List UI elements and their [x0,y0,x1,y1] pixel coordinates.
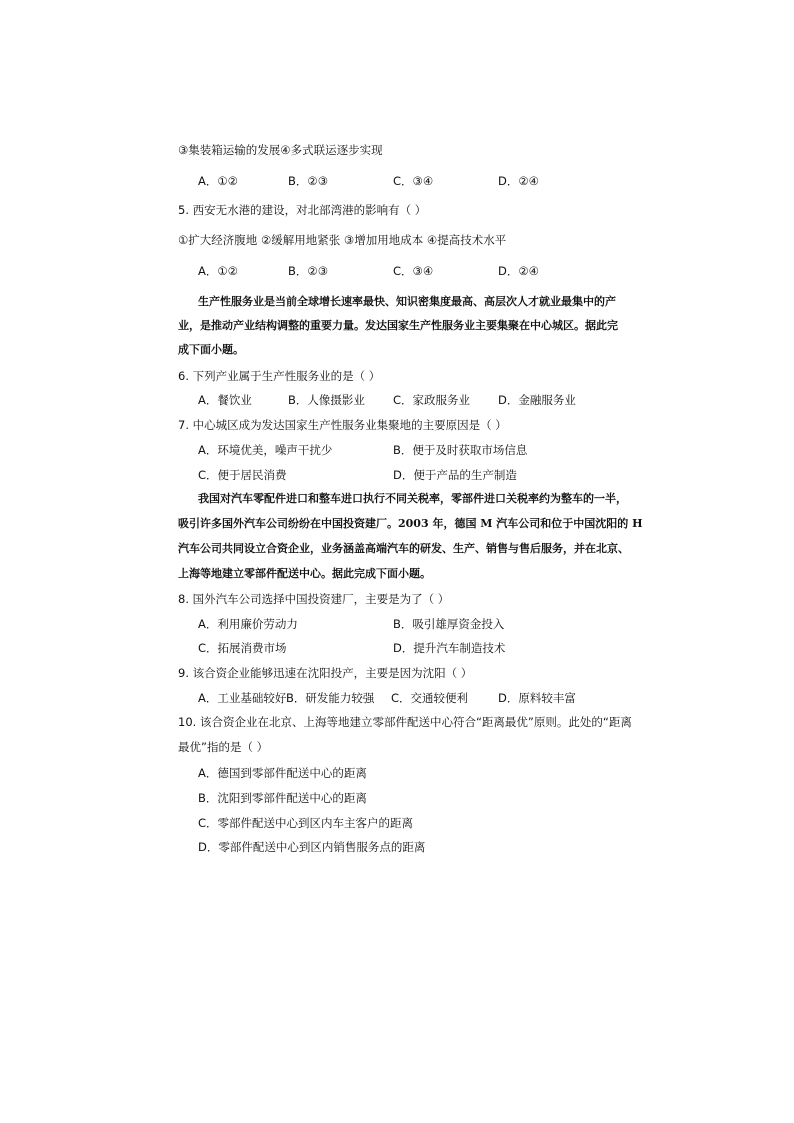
q9-option-b: B．研发能力较强 [286,691,375,705]
q4-statement-line: ③集装箱运输的发展④多式联运逐步实现 [178,143,383,157]
q9-stem: 9. 该合资企业能够迅速在沈阳投产，主要是因为沈阳（ ） [178,666,473,680]
passage-2-line-1: 我国对汽车零配件进口和整车进口执行不同关税率，零部件进口关税率约为整车的一半， [198,492,627,505]
q7-option-c: C．便于居民消费 [198,468,287,482]
q4-option-c: C．③④ [393,174,434,188]
q5-option-a: A．①② [198,264,238,278]
q5-option-b: B．②③ [288,264,329,278]
q6-option-a: A．餐饮业 [198,393,252,407]
q8-option-c: C．拓展消费市场 [198,641,287,655]
passage-1-line-2: 业，是推动产业结构调整的重要力量。发达国家生产性服务业主要集聚在中心城区。据此完 [178,319,618,332]
q6-option-c: C．家政服务业 [393,393,471,407]
q4-option-d: D．②④ [498,174,539,188]
passage-1-line-1: 生产性服务业是当前全球增长速率最快、知识密集度最高、高层次人才就业最集中的产 [198,295,616,308]
q5-stem: 5. 西安无水港的建设，对北部湾港的影响有（ ） [178,203,427,217]
q8-stem: 8. 国外汽车公司选择中国投资建厂，主要是为了（ ） [178,592,450,606]
q9-option-c: C．交通较便利 [391,691,469,705]
q9-option-a: A．工业基础较好 [198,691,287,705]
q10-option-d: D．零部件配送中心到区内销售服务点的距离 [198,840,426,854]
q10-stem-line-2: 最优”指的是（ ） [178,740,269,754]
passage-2-line-2: 吸引许多国外汽车公司纷纷在中国投资建厂。2003 年，德国 M 汽车公司和位于中国沈阳的 H [178,517,643,530]
q5-items: ①扩大经济腹地 ②缓解用地紧张 ③增加用地成本 ④提高技术水平 [178,233,507,247]
q10-option-b: B．沈阳到零部件配送中心的距离 [198,791,367,805]
q10-stem-line-1: 10. 该合资企业在北京、上海等地建立零部件配送中心符合“距离最优”原则。此处的“距离 [178,715,632,729]
q8-option-a: A．利用廉价劳动力 [198,617,298,631]
q6-option-d: D．金融服务业 [498,393,576,407]
q10-option-a: A．德国到零部件配送中心的距离 [198,766,367,780]
q6-option-b: B．人像摄影业 [288,393,365,407]
q10-option-c: C．零部件配送中心到区内车主客户的距离 [198,816,414,830]
q7-option-d: D．便于产品的生产制造 [393,468,517,482]
q7-stem: 7. 中心城区成为发达国家生产性服务业集聚地的主要原因是（ ） [178,418,507,432]
q4-option-b: B．②③ [288,174,329,188]
q9-option-d: D．原料较丰富 [498,691,576,705]
q5-option-d: D．②④ [498,264,539,278]
passage-2-line-3: 汽车公司共同设立合资企业，业务涵盖高端汽车的研发、生产、销售与售后服务，并在北京、 [178,542,629,555]
q4-option-a: A．①② [198,174,238,188]
q8-option-b: B．吸引雄厚资金投入 [393,617,505,631]
passage-1-line-3: 成下面小题。 [178,343,244,356]
q6-stem: 6. 下列产业属于生产性服务业的是（ ） [178,369,381,383]
q5-option-c: C．③④ [393,264,434,278]
passage-2-line-4: 上海等地建立零部件配送中心。据此完成下面小题。 [178,567,431,580]
q8-option-d: D．提升汽车制造技术 [393,641,506,655]
q7-option-b: B．便于及时获取市场信息 [393,443,528,457]
q7-option-a: A．环境优美，噪声干扰少 [198,443,333,457]
